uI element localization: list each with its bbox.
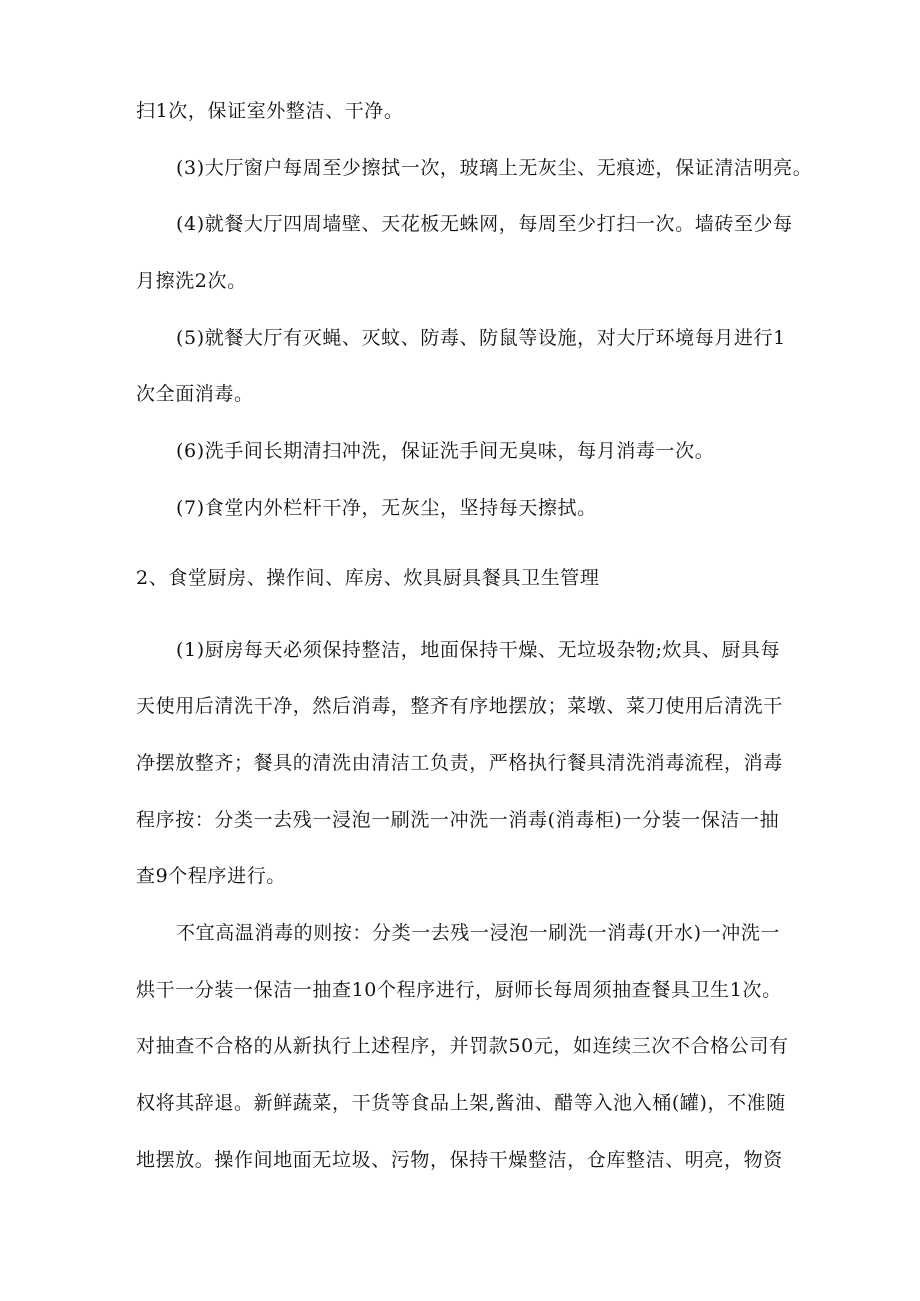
text-line: 查9个程序进行。 — [136, 865, 286, 887]
text-line: (7)食堂内外栏杆干净，无灰尘，坚持每天擦拭。 — [176, 497, 597, 519]
text-line: 地摆放。操作间地面无垃圾、污物，保持干燥整洁，仓库整洁、明亮，物资 — [136, 1149, 783, 1171]
text-line: 扫1次，保证室外整洁、干净。 — [136, 100, 404, 122]
text-line: 程序按：分类一去残一浸泡一刷洗一冲洗一消毒(消毒柜)一分装一保洁一抽 — [136, 809, 780, 831]
text-line: (4)就餐大厅四周墙壁、天花板无蛛网，每周至少打扫一次。墙砖至少每 — [176, 213, 793, 235]
text-line: 净摆放整齐；餐具的清洗由清洁工负责，严格执行餐具清洗消毒流程，消毒 — [136, 752, 783, 774]
section-heading: 2、食堂厨房、操作间、库房、炊具厨具餐具卫生管理 — [136, 567, 600, 589]
text-line: 天使用后清洗干净，然后消毒，整齐有序地摆放；菜墩、菜刀使用后清洗干 — [136, 695, 783, 717]
text-line: 月擦洗2次。 — [136, 270, 247, 292]
text-line: (3)大厅窗户每周至少擦拭一次，玻璃上无灰尘、无痕迹，保证清洁明亮。 — [176, 157, 813, 179]
text-line: (1)厨房每天必须保持整洁，地面保持干燥、无垃圾杂物;炊具、厨具每 — [176, 639, 781, 661]
text-line: 不宜高温消毒的则按：分类一去残一浸泡一刷洗一消毒(开水)一冲洗一 — [176, 922, 781, 944]
text-line: (6)洗手间长期清扫冲洗，保证洗手间无臭味，每月消毒一次。 — [176, 440, 715, 462]
text-line: (5)就餐大厅有灭蝇、灭蚊、防毒、防鼠等设施，对大厅环境每月进行1 — [176, 327, 786, 349]
text-line: 次全面消毒。 — [136, 383, 254, 405]
text-line: 烘干一分装一保洁一抽查10个程序进行，厨师长每周须抽查餐具卫生1次。 — [136, 979, 782, 1001]
text-line: 权将其辞退。新鲜蔬菜，干货等食品上架,酱油、醋等入池入桶(罐)，不准随 — [136, 1092, 786, 1114]
text-line: 对抽查不合格的从新执行上述程序，并罚款50元，如连续三次不合格公司有 — [136, 1035, 789, 1057]
